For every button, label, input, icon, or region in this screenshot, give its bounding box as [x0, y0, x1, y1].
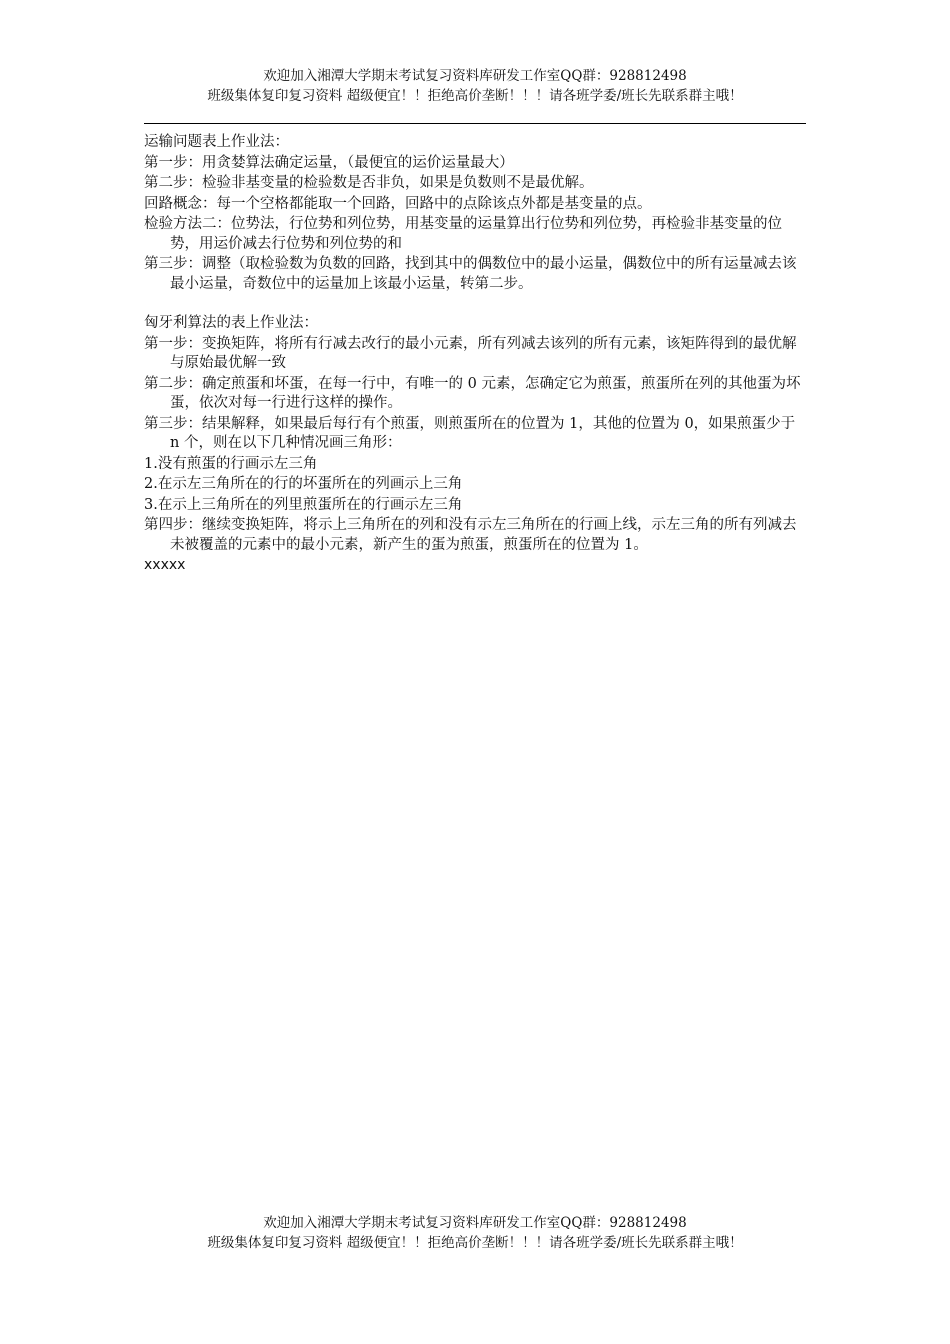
transport-step-1: 第一步：用贪婪算法确定运量，（最便宜的运价运量最大） [144, 154, 514, 171]
header-line-2: 班级集体复印复习资料 超级便宜！！拒绝高价垄断！！！请各班学委/班长先联系群主哦！ [207, 88, 743, 104]
hungarian-title: 匈牙利算法的表上作业法： [144, 315, 318, 331]
hungarian-step-1: 第一步：变换矩阵，将所有行减去改行的最小元素，所有列减去该列的所有元素，该矩阵得到的最优解与原始最优解一致 [144, 335, 797, 371]
document-body [144, 133, 808, 577]
transport-step-3: 第三步：调整（取检验数为负数的回路，找到其中的偶数位中的最小运量，偶数位中的所有运量减去该最小运量，奇数位中的运量加上该最小运量，转第二步。 [144, 256, 797, 292]
footer-line-2: 班级集体复印复习资料 超级便宜！！拒绝高价垄断！！！请各班学委/班长先联系群主哦！ [207, 1235, 743, 1251]
hungarian-item-1: 1.没有煎蛋的行画示左三角 [144, 455, 318, 472]
hungarian-section [144, 314, 808, 555]
transport-section [144, 133, 808, 294]
hungarian-step-3: 第三步：结果解释，如果最后每行有个煎蛋，则煎蛋所在的位置为 1，其他的位置为 0，如果煎蛋少于 n 个，则在以下几种情况画三角形： [144, 415, 796, 451]
page-header [0, 66, 950, 106]
hungarian-step-2: 第二步：确定煎蛋和坏蛋，在每一行中，有唯一的 0 元素，怎确定它为煎蛋，煎蛋所在列的其他蛋为坏蛋，依次对每一行进行这样的操作。 [144, 375, 801, 411]
header-divider [144, 123, 806, 124]
transport-title: 运输问题表上作业法： [144, 134, 289, 150]
page-footer [0, 1213, 950, 1253]
transport-loop-concept: 回路概念：每一个空格都能取一个回路，回路中的点除该点外都是基变量的点。 [144, 195, 652, 212]
transport-step-2: 第二步：检验非基变量的检验数是否非负，如果是负数则不是最优解。 [144, 175, 594, 191]
section-gap [144, 295, 808, 314]
hungarian-step-4: 第四步：继续变换矩阵，将示上三角所在的列和没有示左三角所在的行画上线，示左三角的所有列减去未被覆盖的元素中的最小元素，新产生的蛋为煎蛋，煎蛋所在的位置为 1。 [144, 517, 797, 553]
placeholder-text: xxxxx [144, 557, 186, 573]
header-line-1: 欢迎加入湘潭大学期末考试复习资料库研发工作室QQ群：928812498 [263, 68, 687, 84]
footer-line-1: 欢迎加入湘潭大学期末考试复习资料库研发工作室QQ群：928812498 [263, 1215, 687, 1231]
hungarian-item-2: 2.在示左三角所在的行的坏蛋所在的列画示上三角 [144, 476, 463, 492]
hungarian-item-3: 3.在示上三角所在的列里煎蛋所在的行画示左三角 [144, 496, 463, 513]
transport-method-2: 检验方法二：位势法，行位势和列位势，用基变量的运量算出行位势和列位势，再检验非基变量的位势，用运价减去行位势和列位势的和 [144, 216, 782, 252]
